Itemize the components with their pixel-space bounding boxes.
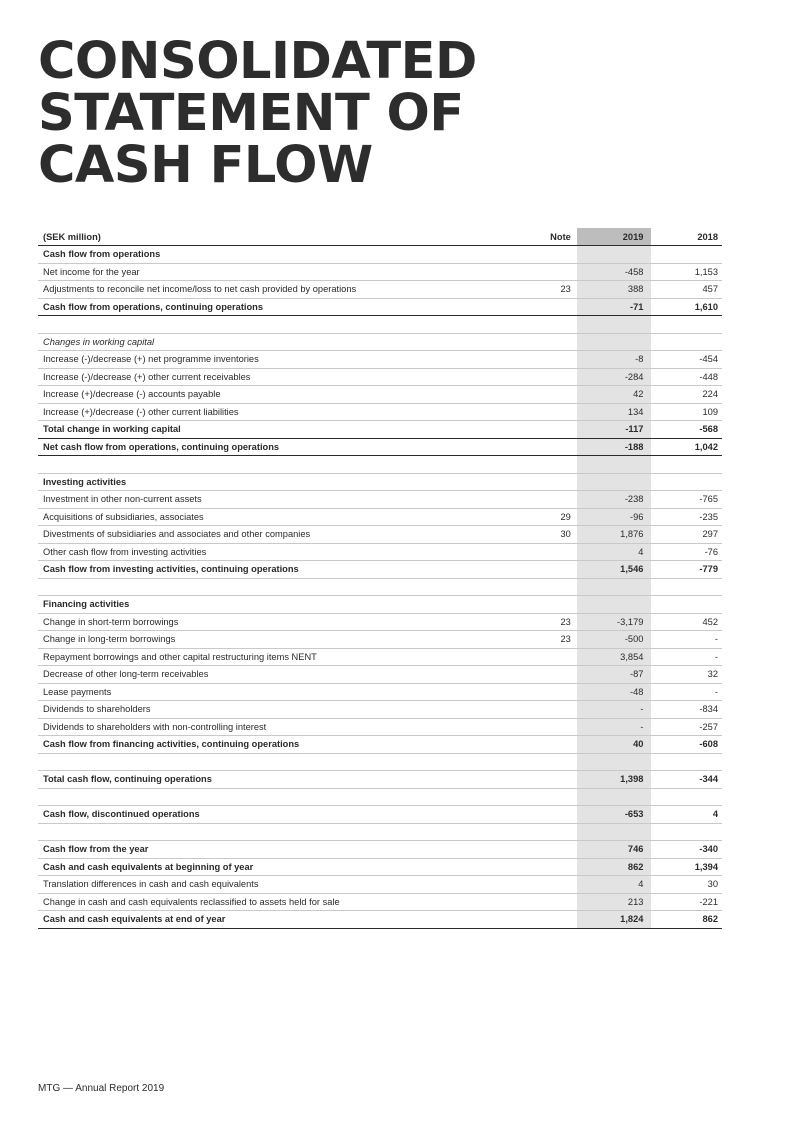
row-note — [516, 368, 577, 386]
row-note — [516, 701, 577, 719]
row-description: Investing activities — [38, 473, 516, 491]
row-value-2019: -8 — [577, 351, 652, 369]
table-row — [38, 246, 722, 264]
header-2018: 2018 — [651, 228, 722, 246]
table-row — [38, 403, 722, 421]
row-note — [516, 788, 577, 806]
table-row — [38, 421, 722, 439]
row-value-2018: 109 — [651, 403, 722, 421]
row-value-2019 — [577, 578, 652, 596]
row-note — [516, 473, 577, 491]
spacer-row — [38, 753, 722, 771]
row-value-2019: 4 — [577, 876, 652, 894]
row-note — [516, 561, 577, 579]
row-value-2018: 1,610 — [651, 298, 722, 316]
row-value-2019 — [577, 333, 652, 351]
row-value-2018 — [651, 333, 722, 351]
row-note — [516, 648, 577, 666]
table-row — [38, 666, 722, 684]
row-value-2019: -48 — [577, 683, 652, 701]
table-row — [38, 841, 722, 859]
row-note: 23 — [516, 631, 577, 649]
row-note — [516, 491, 577, 509]
title-line-3: CASH FLOW — [38, 136, 373, 195]
row-value-2018 — [651, 316, 722, 334]
table-row — [38, 526, 722, 544]
row-description: Acquisitions of subsidiaries, associates — [38, 508, 516, 526]
row-value-2019 — [577, 823, 652, 841]
row-value-2018 — [651, 753, 722, 771]
table-row — [38, 858, 722, 876]
row-note — [516, 683, 577, 701]
row-note — [516, 263, 577, 281]
row-value-2018: 457 — [651, 281, 722, 299]
spacer-row — [38, 456, 722, 474]
row-description: Change in cash and cash equivalents reclassified to assets held for sale — [38, 893, 516, 911]
row-description: Investment in other non-current assets — [38, 491, 516, 509]
row-description: Financing activities — [38, 596, 516, 614]
row-value-2018: 1,394 — [651, 858, 722, 876]
row-value-2019 — [577, 456, 652, 474]
row-note — [516, 351, 577, 369]
row-description: Cash flow from investing activities, continuing operations — [38, 561, 516, 579]
row-note — [516, 666, 577, 684]
row-description: Cash and cash equivalents at end of year — [38, 911, 516, 929]
row-value-2019 — [577, 246, 652, 264]
row-value-2018: -568 — [651, 421, 722, 439]
row-value-2018 — [651, 578, 722, 596]
row-value-2018 — [651, 473, 722, 491]
row-note — [516, 386, 577, 404]
spacer-row — [38, 578, 722, 596]
table-row — [38, 701, 722, 719]
row-value-2018: 30 — [651, 876, 722, 894]
row-value-2019: -653 — [577, 806, 652, 824]
title-line-1: CONSOLIDATED — [38, 32, 477, 91]
table-row — [38, 771, 722, 789]
table-row — [38, 438, 722, 456]
row-description: Increase (-)/decrease (+) net programme inventories — [38, 351, 516, 369]
row-description: Net income for the year — [38, 263, 516, 281]
row-value-2018: -608 — [651, 736, 722, 754]
row-value-2019: -96 — [577, 508, 652, 526]
row-value-2018: 32 — [651, 666, 722, 684]
row-note: 23 — [516, 613, 577, 631]
row-value-2019: -500 — [577, 631, 652, 649]
header-2019: 2019 — [577, 228, 652, 246]
table-row — [38, 281, 722, 299]
row-description: Change in long-term borrowings — [38, 631, 516, 649]
row-value-2018: -834 — [651, 701, 722, 719]
row-value-2018: -76 — [651, 543, 722, 561]
table-row — [38, 561, 722, 579]
row-value-2019: 3,854 — [577, 648, 652, 666]
row-description: Repayment borrowings and other capital restructuring items NENT — [38, 648, 516, 666]
row-value-2018 — [651, 596, 722, 614]
header-note: Note — [516, 228, 577, 246]
row-value-2019: 1,876 — [577, 526, 652, 544]
row-note — [516, 578, 577, 596]
row-note — [516, 718, 577, 736]
table-row — [38, 876, 722, 894]
row-value-2018: -344 — [651, 771, 722, 789]
row-note — [516, 298, 577, 316]
row-description: Change in short-term borrowings — [38, 613, 516, 631]
row-value-2019: 42 — [577, 386, 652, 404]
row-description — [38, 788, 516, 806]
row-note — [516, 911, 577, 929]
row-value-2018: 1,153 — [651, 263, 722, 281]
table-row — [38, 911, 722, 929]
row-description: Cash flow from the year — [38, 841, 516, 859]
row-value-2018: 4 — [651, 806, 722, 824]
row-note — [516, 736, 577, 754]
table-row — [38, 263, 722, 281]
row-description: Adjustments to reconcile net income/loss to net cash provided by operations — [38, 281, 516, 299]
row-note — [516, 771, 577, 789]
table-row — [38, 333, 722, 351]
row-note: 30 — [516, 526, 577, 544]
header-description: (SEK million) — [38, 228, 516, 246]
table-row — [38, 806, 722, 824]
row-note — [516, 543, 577, 561]
row-description — [38, 578, 516, 596]
row-value-2018: -257 — [651, 718, 722, 736]
row-value-2018: -340 — [651, 841, 722, 859]
row-value-2019: 1,824 — [577, 911, 652, 929]
row-note — [516, 438, 577, 456]
row-note — [516, 246, 577, 264]
row-value-2018: -448 — [651, 368, 722, 386]
row-description: Translation differences in cash and cash equivalents — [38, 876, 516, 894]
table-row — [38, 491, 722, 509]
row-description — [38, 316, 516, 334]
spacer-row — [38, 316, 722, 334]
table-row — [38, 298, 722, 316]
spacer-row — [38, 788, 722, 806]
table-row — [38, 368, 722, 386]
row-value-2018: - — [651, 683, 722, 701]
row-value-2019: -87 — [577, 666, 652, 684]
row-note — [516, 876, 577, 894]
row-value-2019: -238 — [577, 491, 652, 509]
page-footer: MTG — Annual Report 2019 — [38, 1083, 165, 1094]
row-note: 23 — [516, 281, 577, 299]
row-note — [516, 806, 577, 824]
title-line-2: STATEMENT OF — [38, 84, 464, 143]
page-title — [38, 32, 477, 195]
row-value-2018: -779 — [651, 561, 722, 579]
table-row — [38, 736, 722, 754]
row-note — [516, 333, 577, 351]
row-note — [516, 753, 577, 771]
row-note: 29 — [516, 508, 577, 526]
row-value-2018: -765 — [651, 491, 722, 509]
row-value-2018: 862 — [651, 911, 722, 929]
row-value-2019 — [577, 473, 652, 491]
row-value-2018 — [651, 823, 722, 841]
row-note — [516, 823, 577, 841]
row-description: Cash flow from financing activities, continuing operations — [38, 736, 516, 754]
row-value-2019: 4 — [577, 543, 652, 561]
row-value-2019: -284 — [577, 368, 652, 386]
row-description — [38, 456, 516, 474]
row-description: Divestments of subsidiaries and associates and other companies — [38, 526, 516, 544]
row-description: Cash flow, discontinued operations — [38, 806, 516, 824]
row-value-2019: 862 — [577, 858, 652, 876]
table-row — [38, 473, 722, 491]
row-value-2019 — [577, 788, 652, 806]
table-row — [38, 893, 722, 911]
row-value-2018: - — [651, 648, 722, 666]
row-value-2019 — [577, 316, 652, 334]
row-value-2019: - — [577, 701, 652, 719]
row-note — [516, 596, 577, 614]
table-row — [38, 648, 722, 666]
table-row — [38, 508, 722, 526]
row-value-2019: -3,179 — [577, 613, 652, 631]
table-row — [38, 596, 722, 614]
row-description: Increase (-)/decrease (+) other current receivables — [38, 368, 516, 386]
row-value-2019: 1,398 — [577, 771, 652, 789]
table-row — [38, 351, 722, 369]
row-description: Net cash flow from operations, continuing operations — [38, 438, 516, 456]
row-value-2019: 746 — [577, 841, 652, 859]
row-value-2019: 388 — [577, 281, 652, 299]
row-description: Lease payments — [38, 683, 516, 701]
row-value-2019: 213 — [577, 893, 652, 911]
row-value-2018 — [651, 246, 722, 264]
row-note — [516, 421, 577, 439]
table-row — [38, 683, 722, 701]
row-value-2018 — [651, 456, 722, 474]
row-value-2019: -71 — [577, 298, 652, 316]
row-note — [516, 858, 577, 876]
row-description: Other cash flow from investing activities — [38, 543, 516, 561]
table-body — [38, 246, 722, 929]
row-value-2019: -458 — [577, 263, 652, 281]
row-value-2019: 1,546 — [577, 561, 652, 579]
row-value-2018: -235 — [651, 508, 722, 526]
row-description: Total change in working capital — [38, 421, 516, 439]
table-row — [38, 543, 722, 561]
row-description — [38, 753, 516, 771]
row-value-2019: 134 — [577, 403, 652, 421]
table-row — [38, 718, 722, 736]
row-value-2018: 1,042 — [651, 438, 722, 456]
row-value-2018 — [651, 788, 722, 806]
row-note — [516, 893, 577, 911]
row-value-2019: - — [577, 718, 652, 736]
row-description: Cash flow from operations, continuing operations — [38, 298, 516, 316]
row-description: Cash flow from operations — [38, 246, 516, 264]
row-value-2019: 40 — [577, 736, 652, 754]
row-description: Dividends to shareholders with non-controlling interest — [38, 718, 516, 736]
cash-flow-table — [38, 228, 722, 929]
table-row — [38, 631, 722, 649]
row-note — [516, 841, 577, 859]
row-note — [516, 403, 577, 421]
row-value-2019 — [577, 753, 652, 771]
row-value-2018: -454 — [651, 351, 722, 369]
row-value-2018: 452 — [651, 613, 722, 631]
spacer-row — [38, 823, 722, 841]
table-row — [38, 386, 722, 404]
row-description: Increase (+)/decrease (-) accounts payable — [38, 386, 516, 404]
row-description: Increase (+)/decrease (-) other current liabilities — [38, 403, 516, 421]
row-value-2019: -117 — [577, 421, 652, 439]
row-value-2018: - — [651, 631, 722, 649]
row-value-2018: 297 — [651, 526, 722, 544]
row-description: Changes in working capital — [38, 333, 516, 351]
row-note — [516, 456, 577, 474]
row-note — [516, 316, 577, 334]
table-header-row — [38, 228, 722, 246]
row-value-2019: -188 — [577, 438, 652, 456]
row-description — [38, 823, 516, 841]
row-value-2018: 224 — [651, 386, 722, 404]
row-description: Decrease of other long-term receivables — [38, 666, 516, 684]
row-description: Dividends to shareholders — [38, 701, 516, 719]
row-description: Cash and cash equivalents at beginning of year — [38, 858, 516, 876]
table-row — [38, 613, 722, 631]
row-value-2018: -221 — [651, 893, 722, 911]
row-description: Total cash flow, continuing operations — [38, 771, 516, 789]
row-value-2019 — [577, 596, 652, 614]
